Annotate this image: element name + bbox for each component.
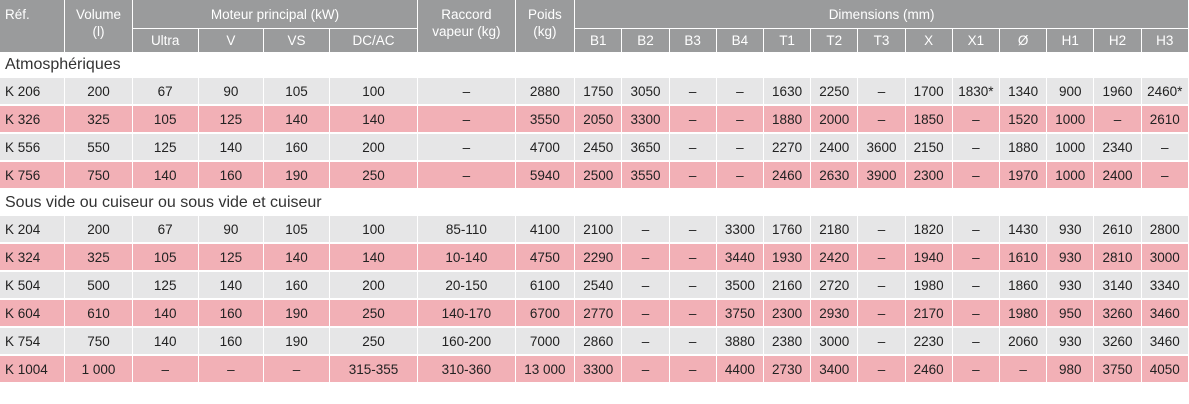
table-cell: 5940 bbox=[515, 161, 575, 189]
table-body bbox=[0, 52, 1189, 383]
table-cell: 100 bbox=[329, 78, 417, 105]
table-cell: 3000 bbox=[1141, 243, 1188, 271]
header-dimension-sub: X1 bbox=[952, 29, 999, 53]
table-cell: 2420 bbox=[811, 243, 858, 271]
table-cell: – bbox=[952, 133, 999, 161]
header-poids-unit: (kg) bbox=[533, 24, 557, 39]
header-dimension-sub: T3 bbox=[858, 29, 905, 53]
table-cell: 125 bbox=[198, 105, 264, 133]
table-cell: 3460 bbox=[1141, 299, 1188, 327]
table-cell: 2290 bbox=[575, 243, 622, 271]
table-cell: – bbox=[716, 78, 763, 105]
table-cell: 930 bbox=[1047, 216, 1094, 243]
table-cell: 13 000 bbox=[515, 355, 575, 383]
table-cell: 2340 bbox=[1094, 133, 1141, 161]
table-cell: 125 bbox=[198, 243, 264, 271]
cell-ref: K 324 bbox=[0, 243, 65, 271]
table-cell: 1630 bbox=[763, 78, 810, 105]
table-cell: 3600 bbox=[858, 133, 905, 161]
table-cell: 20-150 bbox=[418, 271, 515, 299]
table-cell: 1980 bbox=[999, 299, 1046, 327]
table-cell: 6700 bbox=[515, 299, 575, 327]
table-cell: – bbox=[622, 327, 669, 355]
table-cell: 7000 bbox=[515, 327, 575, 355]
table-cell: 2100 bbox=[575, 216, 622, 243]
table-cell: 2540 bbox=[575, 271, 622, 299]
header-poids bbox=[515, 0, 575, 52]
table-cell: 105 bbox=[132, 243, 198, 271]
table-cell: – bbox=[858, 216, 905, 243]
table-row bbox=[0, 78, 1189, 105]
table-cell: 190 bbox=[264, 327, 330, 355]
table-cell: 2450 bbox=[575, 133, 622, 161]
table-cell: 2060 bbox=[999, 327, 1046, 355]
table-cell: 4050 bbox=[1141, 355, 1188, 383]
table-cell: 930 bbox=[1047, 243, 1094, 271]
table-cell: 3050 bbox=[622, 78, 669, 105]
cell-ref: K 504 bbox=[0, 271, 65, 299]
table-cell: 160 bbox=[198, 299, 264, 327]
table-cell: – bbox=[858, 243, 905, 271]
header-dimensions: Dimensions (mm) bbox=[575, 0, 1189, 29]
table-cell: 1930 bbox=[763, 243, 810, 271]
table-cell: – bbox=[858, 327, 905, 355]
table-row bbox=[0, 271, 1189, 299]
table-cell: 140 bbox=[264, 243, 330, 271]
table-cell: – bbox=[622, 216, 669, 243]
header-dimension-sub: X bbox=[905, 29, 952, 53]
table-cell: 190 bbox=[264, 161, 330, 189]
cell-ref: K 1004 bbox=[0, 355, 65, 383]
table-cell: 3880 bbox=[716, 327, 763, 355]
table-cell: 2720 bbox=[811, 271, 858, 299]
header-dimension-sub: H2 bbox=[1094, 29, 1141, 53]
table-cell: 160 bbox=[198, 161, 264, 189]
table-cell: 2170 bbox=[905, 299, 952, 327]
table-cell: 2770 bbox=[575, 299, 622, 327]
table-cell: 1000 bbox=[1047, 133, 1094, 161]
table-cell: – bbox=[669, 216, 716, 243]
table-cell: 160-200 bbox=[418, 327, 515, 355]
table-cell: 3550 bbox=[622, 161, 669, 189]
section-title: Sous vide ou cuiseur ou sous vide et cuiseur bbox=[0, 189, 1189, 216]
table-cell: 315-355 bbox=[329, 355, 417, 383]
cell-ref: K 204 bbox=[0, 216, 65, 243]
table-cell: – bbox=[952, 327, 999, 355]
table-cell: 1700 bbox=[905, 78, 952, 105]
table-cell: – bbox=[952, 161, 999, 189]
table-cell: 160 bbox=[264, 271, 330, 299]
header-volume bbox=[65, 0, 133, 52]
header-dimension-sub: B3 bbox=[669, 29, 716, 53]
table-cell: 190 bbox=[264, 299, 330, 327]
section-row bbox=[0, 52, 1189, 78]
header-dimension-sub: H3 bbox=[1141, 29, 1188, 53]
table-cell: 3650 bbox=[622, 133, 669, 161]
table-cell: – bbox=[716, 105, 763, 133]
table-cell: – bbox=[1141, 133, 1188, 161]
table-cell: 2460* bbox=[1141, 78, 1188, 105]
header-moteur: Moteur principal (kW) bbox=[132, 0, 417, 29]
table-cell: 3750 bbox=[716, 299, 763, 327]
table-cell: 2730 bbox=[763, 355, 810, 383]
table-row bbox=[0, 161, 1189, 189]
header-raccord-line2: vapeur (kg) bbox=[432, 24, 501, 39]
table-cell: 140 bbox=[132, 327, 198, 355]
table-cell: 6100 bbox=[515, 271, 575, 299]
table-cell: 1760 bbox=[763, 216, 810, 243]
table-cell: 67 bbox=[132, 216, 198, 243]
table-cell: 3300 bbox=[716, 216, 763, 243]
table-cell: – bbox=[622, 355, 669, 383]
table-cell: – bbox=[132, 355, 198, 383]
header-moteur-sub: VS bbox=[264, 29, 330, 53]
table-cell: – bbox=[418, 133, 515, 161]
table-cell: – bbox=[1094, 105, 1141, 133]
table-cell: 3400 bbox=[811, 355, 858, 383]
table-cell: 90 bbox=[198, 216, 264, 243]
table-cell: 2250 bbox=[811, 78, 858, 105]
table-cell: 950 bbox=[1047, 299, 1094, 327]
table-cell: 250 bbox=[329, 161, 417, 189]
table-cell: 1750 bbox=[575, 78, 622, 105]
table-cell: 67 bbox=[132, 78, 198, 105]
table-row bbox=[0, 355, 1189, 383]
table-cell: 1520 bbox=[999, 105, 1046, 133]
table-cell: 2400 bbox=[811, 133, 858, 161]
table-cell: 2930 bbox=[811, 299, 858, 327]
table-cell: – bbox=[669, 355, 716, 383]
header-raccord bbox=[418, 0, 515, 52]
table-cell: 2500 bbox=[575, 161, 622, 189]
table-cell: 4750 bbox=[515, 243, 575, 271]
table-cell: 100 bbox=[329, 216, 417, 243]
table-cell: 610 bbox=[65, 299, 133, 327]
table-cell: – bbox=[418, 161, 515, 189]
table-cell: – bbox=[669, 243, 716, 271]
table-cell: 2860 bbox=[575, 327, 622, 355]
table-cell: 1860 bbox=[999, 271, 1046, 299]
table-cell: 2300 bbox=[763, 299, 810, 327]
table-cell: 140 bbox=[329, 105, 417, 133]
table-cell: 2630 bbox=[811, 161, 858, 189]
table-row bbox=[0, 327, 1189, 355]
table-cell: 3140 bbox=[1094, 271, 1141, 299]
header-volume-unit: (l) bbox=[92, 24, 105, 39]
table-cell: 750 bbox=[65, 327, 133, 355]
table-cell: 550 bbox=[65, 133, 133, 161]
table-cell: – bbox=[858, 78, 905, 105]
table-cell: 2460 bbox=[763, 161, 810, 189]
cell-ref: K 604 bbox=[0, 299, 65, 327]
header-moteur-sub: Ultra bbox=[132, 29, 198, 53]
table-cell: 2380 bbox=[763, 327, 810, 355]
header-dimension-sub: T2 bbox=[811, 29, 858, 53]
table-cell: 200 bbox=[65, 216, 133, 243]
table-cell: 85-110 bbox=[418, 216, 515, 243]
table-cell: 500 bbox=[65, 271, 133, 299]
table-cell: 3500 bbox=[716, 271, 763, 299]
section-row bbox=[0, 189, 1189, 216]
table-cell: – bbox=[669, 105, 716, 133]
cell-ref: K 206 bbox=[0, 78, 65, 105]
table-cell: 3340 bbox=[1141, 271, 1188, 299]
table-cell: 1970 bbox=[999, 161, 1046, 189]
header-dimension-sub: B4 bbox=[716, 29, 763, 53]
table-cell: 1960 bbox=[1094, 78, 1141, 105]
table-cell: 2400 bbox=[1094, 161, 1141, 189]
table-cell: 140 bbox=[132, 161, 198, 189]
table-cell: – bbox=[418, 105, 515, 133]
table-cell: – bbox=[669, 327, 716, 355]
table-cell: 4400 bbox=[716, 355, 763, 383]
header-raccord-line1: Raccord bbox=[441, 7, 492, 22]
table-cell: 2160 bbox=[763, 271, 810, 299]
table-cell: 325 bbox=[65, 105, 133, 133]
table-cell: – bbox=[952, 355, 999, 383]
table-cell: 3300 bbox=[575, 355, 622, 383]
table-cell: 2610 bbox=[1094, 216, 1141, 243]
header-dimension-sub: Ø bbox=[999, 29, 1046, 53]
table-cell: – bbox=[264, 355, 330, 383]
table-cell: 140 bbox=[198, 271, 264, 299]
table-cell: 2610 bbox=[1141, 105, 1188, 133]
table-cell: 1880 bbox=[999, 133, 1046, 161]
table-cell: 200 bbox=[329, 271, 417, 299]
table-cell: 1000 bbox=[1047, 105, 1094, 133]
table-cell: 900 bbox=[1047, 78, 1094, 105]
table-cell: – bbox=[622, 271, 669, 299]
table-cell: 1000 bbox=[1047, 161, 1094, 189]
header-dimension-sub: B1 bbox=[575, 29, 622, 53]
table-cell: 2810 bbox=[1094, 243, 1141, 271]
table-cell: 1980 bbox=[905, 271, 952, 299]
table-cell: 125 bbox=[132, 271, 198, 299]
table-cell: 2300 bbox=[905, 161, 952, 189]
table-row bbox=[0, 105, 1189, 133]
table-cell: 2000 bbox=[811, 105, 858, 133]
table-cell: 1430 bbox=[999, 216, 1046, 243]
table-cell: 200 bbox=[329, 133, 417, 161]
table-cell: 4700 bbox=[515, 133, 575, 161]
table-cell: 10-140 bbox=[418, 243, 515, 271]
table-cell: – bbox=[669, 271, 716, 299]
table-cell: 2150 bbox=[905, 133, 952, 161]
table-cell: 2050 bbox=[575, 105, 622, 133]
table-header bbox=[0, 0, 1189, 52]
table-cell: 3260 bbox=[1094, 327, 1141, 355]
table-cell: – bbox=[952, 216, 999, 243]
table-row bbox=[0, 299, 1189, 327]
cell-ref: K 556 bbox=[0, 133, 65, 161]
header-dimension-sub: H1 bbox=[1047, 29, 1094, 53]
table-cell: 105 bbox=[264, 78, 330, 105]
table-row bbox=[0, 216, 1189, 243]
table-row bbox=[0, 133, 1189, 161]
table-cell: 3550 bbox=[515, 105, 575, 133]
table-cell: 105 bbox=[132, 105, 198, 133]
table-cell: 2880 bbox=[515, 78, 575, 105]
table-cell: – bbox=[622, 299, 669, 327]
table-cell: 4100 bbox=[515, 216, 575, 243]
table-cell: 140 bbox=[329, 243, 417, 271]
table-cell: 750 bbox=[65, 161, 133, 189]
header-moteur-sub: V bbox=[198, 29, 264, 53]
table-cell: – bbox=[1141, 161, 1188, 189]
table-cell: 1 000 bbox=[65, 355, 133, 383]
table-cell: 3260 bbox=[1094, 299, 1141, 327]
table-row bbox=[0, 243, 1189, 271]
table-cell: 3000 bbox=[811, 327, 858, 355]
table-cell: – bbox=[669, 133, 716, 161]
table-cell: – bbox=[858, 271, 905, 299]
table-cell: – bbox=[858, 105, 905, 133]
header-dimension-sub: B2 bbox=[622, 29, 669, 53]
table-cell: – bbox=[858, 355, 905, 383]
table-cell: – bbox=[622, 243, 669, 271]
table-cell: 125 bbox=[132, 133, 198, 161]
table-cell: 140-170 bbox=[418, 299, 515, 327]
table-cell: – bbox=[999, 355, 1046, 383]
table-cell: 2460 bbox=[905, 355, 952, 383]
table-cell: 1340 bbox=[999, 78, 1046, 105]
table-cell: 3440 bbox=[716, 243, 763, 271]
table-cell: 200 bbox=[65, 78, 133, 105]
table-cell: 3460 bbox=[1141, 327, 1188, 355]
table-cell: – bbox=[716, 133, 763, 161]
table-cell: 1850 bbox=[905, 105, 952, 133]
table-cell: 325 bbox=[65, 243, 133, 271]
table-cell: 2180 bbox=[811, 216, 858, 243]
table-cell: – bbox=[858, 299, 905, 327]
table-cell: – bbox=[418, 78, 515, 105]
table-cell: – bbox=[669, 299, 716, 327]
table-cell: 90 bbox=[198, 78, 264, 105]
table-cell: 2270 bbox=[763, 133, 810, 161]
header-poids-label: Poids bbox=[528, 7, 562, 22]
table-cell: 1820 bbox=[905, 216, 952, 243]
header-moteur-sub: DC/AC bbox=[329, 29, 417, 53]
cell-ref: K 756 bbox=[0, 161, 65, 189]
cell-ref: K 326 bbox=[0, 105, 65, 133]
section-title: Atmosphériques bbox=[0, 52, 1189, 78]
header-dimension-sub: T1 bbox=[763, 29, 810, 53]
table-cell: – bbox=[952, 299, 999, 327]
table-cell: – bbox=[952, 243, 999, 271]
table-cell: 250 bbox=[329, 299, 417, 327]
table-cell: 1610 bbox=[999, 243, 1046, 271]
header-volume-label: Volume bbox=[75, 7, 122, 22]
table-cell: 105 bbox=[264, 216, 330, 243]
table-cell: – bbox=[952, 271, 999, 299]
table-cell: – bbox=[198, 355, 264, 383]
table-cell: 1830* bbox=[952, 78, 999, 105]
table-cell: 3900 bbox=[858, 161, 905, 189]
table-cell: 140 bbox=[198, 133, 264, 161]
table-cell: 3300 bbox=[622, 105, 669, 133]
cell-ref: K 754 bbox=[0, 327, 65, 355]
table-cell: – bbox=[952, 105, 999, 133]
table-cell: 980 bbox=[1047, 355, 1094, 383]
table-cell: – bbox=[669, 78, 716, 105]
table-cell: 1940 bbox=[905, 243, 952, 271]
table-cell: 140 bbox=[132, 299, 198, 327]
table-cell: 140 bbox=[264, 105, 330, 133]
table-cell: 160 bbox=[264, 133, 330, 161]
table-cell: 2800 bbox=[1141, 216, 1188, 243]
header-ref: Réf. bbox=[0, 0, 65, 52]
table-cell: 930 bbox=[1047, 271, 1094, 299]
table-cell: 1880 bbox=[763, 105, 810, 133]
table-cell: 250 bbox=[329, 327, 417, 355]
table-cell: – bbox=[716, 161, 763, 189]
subheader-row bbox=[0, 29, 1189, 53]
table-cell: 930 bbox=[1047, 327, 1094, 355]
table-cell: 3750 bbox=[1094, 355, 1141, 383]
table-cell: – bbox=[669, 161, 716, 189]
table-cell: 2230 bbox=[905, 327, 952, 355]
table-cell: 160 bbox=[198, 327, 264, 355]
table-cell: 310-360 bbox=[418, 355, 515, 383]
